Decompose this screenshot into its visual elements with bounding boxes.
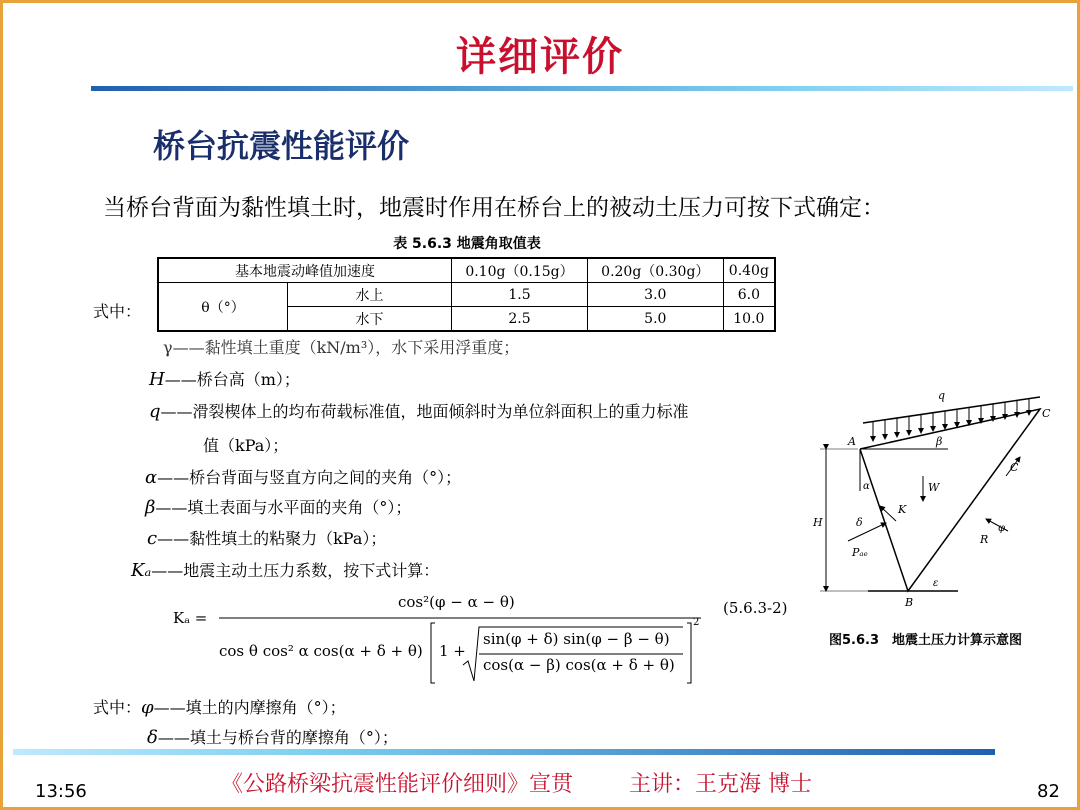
table-cell: 2.5: [452, 307, 588, 332]
table-header-row: [158, 258, 775, 283]
intro-text: 当桥台背面为黏性填土时，地震时作用在桥台上的被动土压力可按下式确定：: [103, 195, 885, 221]
formula-square: 2: [693, 617, 700, 628]
label-B: B: [905, 596, 914, 609]
load-arrows: [873, 399, 1029, 441]
formula-number: (5.6.3-2): [723, 599, 788, 617]
definition-alpha: α——桥台背面与竖直方向之间的夹角（°）；: [145, 467, 462, 488]
formula-lhs: Kₐ =: [173, 609, 208, 627]
load-line: [863, 397, 1040, 423]
figure-caption: 图5.6.3 地震土压力计算示意图: [829, 633, 1023, 648]
label-A: A: [848, 435, 856, 448]
label-q: q: [938, 389, 946, 402]
label-W: W: [928, 481, 940, 494]
footer-book: 《公路桥梁抗震性能评价细则》宣贯: [221, 772, 574, 797]
definition-delta: δ——填土与桥台背的摩擦角（°）；: [147, 727, 398, 748]
label-phi: φ: [998, 523, 1006, 534]
table-cell: 3.0: [587, 283, 723, 307]
label-delta: δ: [856, 516, 863, 529]
label-pae: Pₐₑ: [852, 546, 868, 559]
label-beta: β: [936, 435, 943, 448]
partially-hidden-line: γ——黏性填土重度（kN/m³），水下采用浮重度；: [163, 338, 520, 357]
definition-H: H——桥台高（m）；: [149, 369, 300, 390]
table-row-label: 水上: [288, 283, 452, 307]
label-C: C: [1042, 407, 1051, 420]
formula-sqrt-numerator: sin(φ + δ) sin(φ − β − θ): [483, 630, 670, 648]
table-row-label: 水下: [288, 307, 452, 332]
definition-Ka: Kₐ——地震主动土压力系数，按下式计算：: [131, 560, 440, 581]
section-subtitle: 桥台抗震性能评价: [153, 127, 410, 165]
table-cell: 1.5: [452, 283, 588, 307]
table-cell: 6.0: [723, 283, 775, 307]
footer-speaker: 主讲：王克海 博士: [629, 772, 813, 797]
label-alpha: α: [863, 481, 870, 492]
label-R: R: [980, 533, 989, 546]
formula-one-plus: 1 +: [439, 642, 466, 660]
bottom-divider-bar: [13, 749, 995, 755]
table-header-cell: 0.40g: [723, 258, 775, 283]
seismic-angle-table: [157, 257, 776, 332]
formula-sqrt-denominator: cos(α − β) cos(α + δ + θ): [483, 656, 675, 674]
pae-arrow: [848, 523, 886, 541]
table-cell: 10.0: [723, 307, 775, 332]
definition-q: q——滑裂楔体上的均布荷载标准值，地面倾斜时为单位斜面积上的重力标准: [149, 401, 689, 422]
formula-numerator: cos²(φ − α − θ): [398, 593, 515, 611]
table-header-cell: 0.20g（0.30g）: [587, 258, 723, 283]
definition-beta: β——填土表面与水平面的夹角（°）；: [145, 497, 412, 518]
table-param-cell: θ（°）: [158, 283, 288, 332]
label-K: K: [898, 503, 907, 516]
label-eps: ε: [933, 578, 939, 589]
where-label: 式中：: [93, 302, 142, 321]
footer-time: 13:56: [35, 781, 87, 802]
definition-c: c——黏性填土的粘聚力（kPa）；: [147, 528, 387, 549]
earth-pressure-diagram: [808, 381, 1058, 609]
table-cell: 5.0: [587, 307, 723, 332]
table-header-cell: 基本地震动峰值加速度: [158, 258, 452, 283]
label-C2: C: [1010, 461, 1019, 474]
page-number: 82: [1037, 781, 1060, 802]
table-header-cell: 0.10g（0.15g）: [452, 258, 588, 283]
top-divider-bar: [91, 86, 1073, 91]
wedge-outline: [860, 409, 1040, 591]
slide-title: 详细评价: [456, 34, 624, 80]
footer-text: [221, 767, 812, 798]
definition-q-cont: 值（kPa）；: [203, 436, 289, 455]
table-caption: 表 5.6.3 地震角取值表: [393, 236, 541, 252]
where-label-2: 式中：φ——填土的内摩擦角（°）；: [93, 697, 346, 718]
table-row: [158, 283, 775, 307]
ka-formula: [173, 595, 793, 690]
formula-denominator-left: cos θ cos² α cos(α + δ + θ): [219, 642, 423, 660]
label-H: H: [813, 516, 823, 529]
